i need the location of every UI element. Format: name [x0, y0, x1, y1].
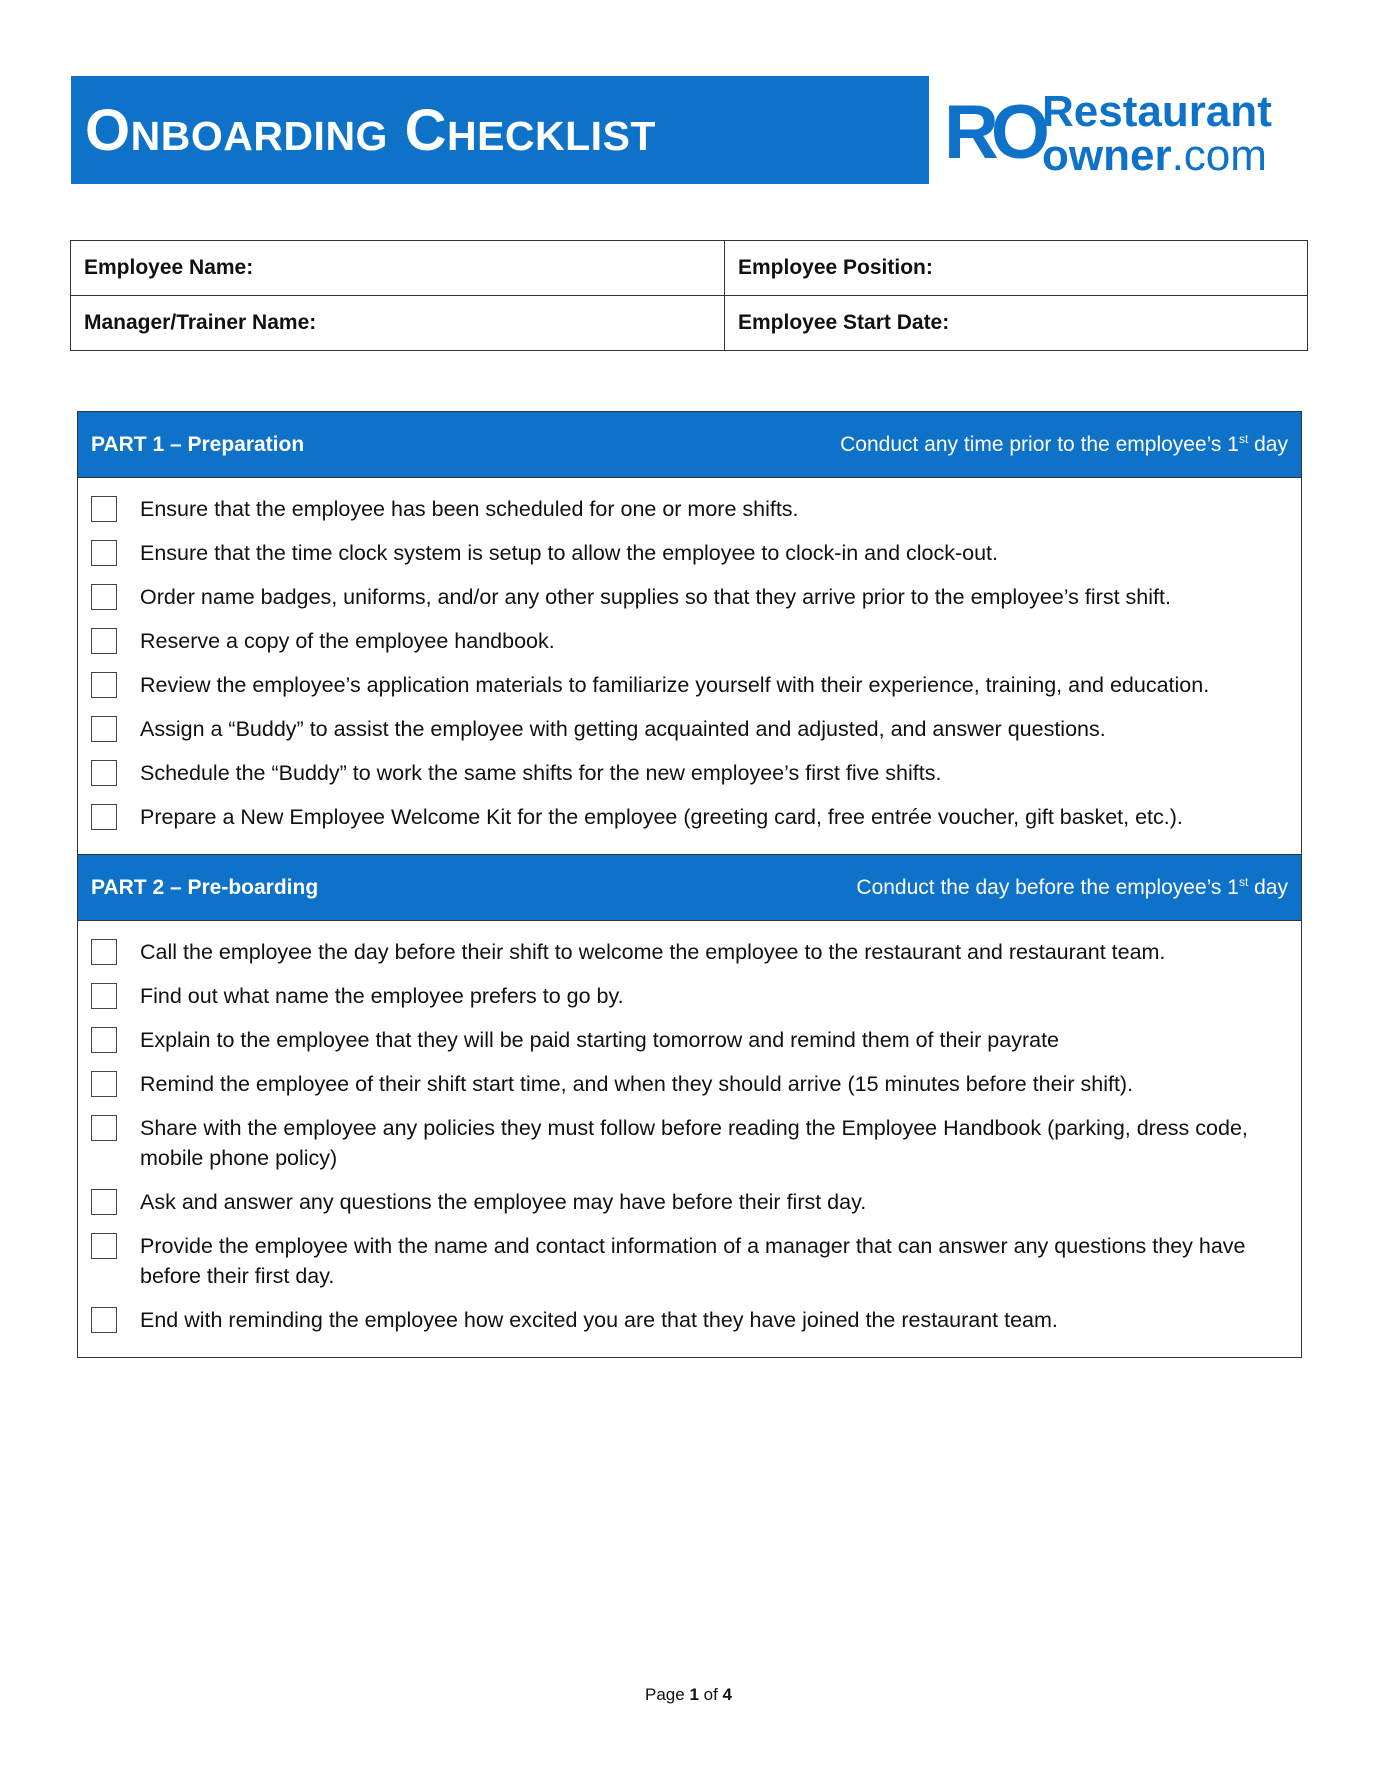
checklist-item: Reserve a copy of the employee handbook. [78, 626, 1301, 670]
checklist-item: Share with the employee any policies they must follow before reading the Employee Handbook (parking, dress code, mobile phone policy) [78, 1113, 1301, 1187]
checklist-item: Order name badges, uniforms, and/or any other supplies so that they arrive prior to the employee’s first shift. [78, 582, 1301, 626]
part-1-header [78, 412, 1301, 478]
checklist-item: Ensure that the time clock system is setup to allow the employee to clock-in and clock-out. [78, 538, 1301, 582]
checklist-item: Prepare a New Employee Welcome Kit for the employee (greeting card, free entrée voucher, gift basket, etc.). [78, 802, 1301, 846]
logo-line1: Restaurant [1042, 87, 1272, 136]
checkbox[interactable] [91, 628, 117, 654]
page-footer: Page 1 of 4 [645, 1685, 732, 1704]
employee-name-field[interactable]: Employee Name: [71, 241, 725, 296]
part-2-title: PART 2 – Pre-boarding [91, 875, 319, 899]
title-banner [71, 76, 929, 184]
checklist-item: Remind the employee of their shift start time, and when they should arrive (15 minutes before their shift). [78, 1069, 1301, 1113]
checklist-item: Explain to the employee that they will be paid starting tomorrow and remind them of their payrate [78, 1025, 1301, 1069]
logo-mark: RO [944, 90, 1042, 175]
checkbox[interactable] [91, 1071, 117, 1097]
checkbox[interactable] [91, 1115, 117, 1141]
checkbox[interactable] [91, 804, 117, 830]
checkbox[interactable] [91, 540, 117, 566]
employee-position-field[interactable]: Employee Position: [725, 241, 1308, 296]
checkbox[interactable] [91, 1189, 117, 1215]
checkbox[interactable] [91, 1027, 117, 1053]
manager-trainer-name-field[interactable]: Manager/Trainer Name: [71, 296, 725, 351]
part-1-note: Conduct any time prior to the employee’s 1st day [840, 432, 1288, 456]
checkbox[interactable] [91, 584, 117, 610]
checkbox[interactable] [91, 760, 117, 786]
checklist-item: Assign a “Buddy” to assist the employee with getting acquainted and adjusted, and answer questions. [78, 714, 1301, 758]
employee-start-date-field[interactable]: Employee Start Date: [725, 296, 1308, 351]
checklist-item: Find out what name the employee prefers to go by. [78, 981, 1301, 1025]
part-1-title: PART 1 – Preparation [91, 432, 305, 456]
checklist-item: Schedule the “Buddy” to work the same shifts for the new employee’s first five shifts. [78, 758, 1301, 802]
checkbox[interactable] [91, 496, 117, 522]
checklist-item: Call the employee the day before their shift to welcome the employee to the restaurant and restaurant team. [78, 937, 1301, 981]
part-2-header [78, 854, 1301, 921]
part-2-note: Conduct the day before the employee’s 1st day [856, 875, 1288, 899]
checkbox[interactable] [91, 716, 117, 742]
checkbox[interactable] [91, 983, 117, 1009]
checkbox[interactable] [91, 672, 117, 698]
onboarding-checklist [77, 411, 1302, 1358]
part-1-items [78, 478, 1301, 854]
checklist-item: Provide the employee with the name and contact information of a manager that can answer any questions they have before their first day. [78, 1231, 1301, 1305]
checklist-item: Ask and answer any questions the employee may have before their first day. [78, 1187, 1301, 1231]
checklist-item: Ensure that the employee has been scheduled for one or more shifts. [78, 494, 1301, 538]
checkbox[interactable] [91, 1233, 117, 1259]
employee-info-table [70, 240, 1308, 351]
part-2-items [78, 921, 1301, 1357]
checklist-item: End with reminding the employee how excited you are that they have joined the restaurant team. [78, 1305, 1301, 1349]
page-title: Onboarding Checklist [85, 97, 656, 163]
logo-line2: owner.com [1042, 131, 1267, 178]
restaurant-owner-logo [944, 86, 1296, 178]
checklist-item: Review the employee’s application materials to familiarize yourself with their experience, training, and education. [78, 670, 1301, 714]
checkbox[interactable] [91, 1307, 117, 1333]
checkbox[interactable] [91, 939, 117, 965]
